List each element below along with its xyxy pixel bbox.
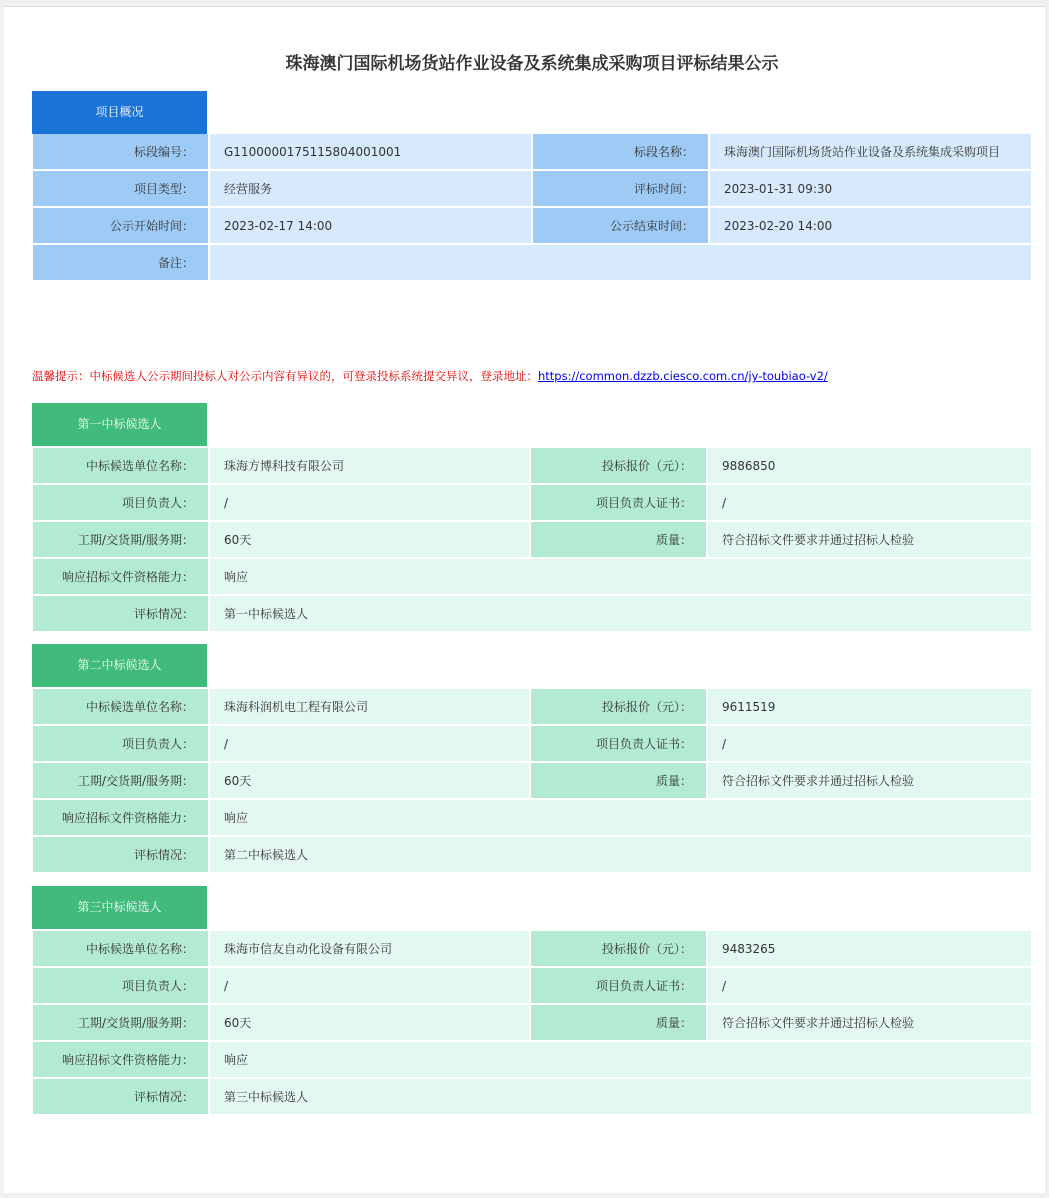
remark-value xyxy=(210,245,1031,280)
manager-value: / xyxy=(210,485,529,520)
quality-label: 质量： xyxy=(531,763,706,798)
period-value: 60天 xyxy=(210,1005,529,1040)
publicity-end-label: 公示结束时间： xyxy=(533,208,708,243)
candidate-1-heading: 第一中标候选人 xyxy=(32,403,207,446)
table-row xyxy=(33,208,1031,243)
ability-value: 响应 xyxy=(210,800,1031,835)
table-row xyxy=(33,1005,1031,1040)
cert-value: / xyxy=(708,726,1031,761)
eval-label: 评标情况： xyxy=(33,596,208,631)
eval-time-value: 2023-01-31 09:30 xyxy=(710,171,1031,206)
ability-value: 响应 xyxy=(210,1042,1031,1077)
candidate-2-heading: 第二中标候选人 xyxy=(32,644,207,687)
table-row xyxy=(33,171,1031,206)
publicity-end-value: 2023-02-20 14:00 xyxy=(710,208,1031,243)
unit-label: 中标候选单位名称： xyxy=(33,448,208,483)
table-row xyxy=(33,931,1031,966)
unit-value: 珠海方博科技有限公司 xyxy=(210,448,529,483)
price-label: 投标报价（元）： xyxy=(531,689,706,724)
eval-value: 第一中标候选人 xyxy=(210,596,1031,631)
period-value: 60天 xyxy=(210,522,529,557)
eval-value: 第三中标候选人 xyxy=(210,1079,1031,1114)
cert-value: / xyxy=(708,485,1031,520)
ability-label: 响应招标文件资格能力： xyxy=(33,800,208,835)
ability-label: 响应招标文件资格能力： xyxy=(33,1042,208,1077)
table-row xyxy=(33,245,1031,280)
quality-value: 符合招标文件要求并通过招标人检验 xyxy=(708,522,1031,557)
quality-label: 质量： xyxy=(531,522,706,557)
section-number-label: 标段编号： xyxy=(33,134,208,169)
table-row xyxy=(33,596,1031,631)
unit-label: 中标候选单位名称： xyxy=(33,931,208,966)
ability-label: 响应招标文件资格能力： xyxy=(33,559,208,594)
quality-value: 符合招标文件要求并通过招标人检验 xyxy=(708,1005,1031,1040)
table-row xyxy=(33,726,1031,761)
price-value: 9611519 xyxy=(708,689,1031,724)
eval-label: 评标情况： xyxy=(33,1079,208,1114)
unit-value: 珠海科润机电工程有限公司 xyxy=(210,689,529,724)
eval-value: 第二中标候选人 xyxy=(210,837,1031,872)
cert-label: 项目负责人证书： xyxy=(531,726,706,761)
table-row xyxy=(33,522,1031,557)
quality-label: 质量： xyxy=(531,1005,706,1040)
table-row xyxy=(33,134,1031,169)
period-value: 60天 xyxy=(210,763,529,798)
section-name-value: 珠海澳门国际机场货站作业设备及系统集成采购项目 xyxy=(710,134,1031,169)
price-label: 投标报价（元）： xyxy=(531,448,706,483)
unit-value: 珠海市信友自动化设备有限公司 xyxy=(210,931,529,966)
login-link[interactable]: https://common.dzzb.ciesco.com.cn/jy-toubiao-v2/ xyxy=(538,369,828,383)
notice-text: 温馨提示：中标候选人公示期间投标人对公示内容有异议的，可登录投标系统提交异议，登录地址： xyxy=(32,369,538,383)
project-type-label: 项目类型： xyxy=(33,171,208,206)
table-row xyxy=(33,448,1031,483)
eval-label: 评标情况： xyxy=(33,837,208,872)
candidate-3-heading: 第三中标候选人 xyxy=(32,886,207,929)
publicity-start-value: 2023-02-17 14:00 xyxy=(210,208,531,243)
section-number-value: G1100000175115804001001 xyxy=(210,134,531,169)
quality-value: 符合招标文件要求并通过招标人检验 xyxy=(708,763,1031,798)
price-value: 9886850 xyxy=(708,448,1031,483)
manager-label: 项目负责人： xyxy=(33,485,208,520)
period-label: 工期/交货期/服务期： xyxy=(33,763,208,798)
price-value: 9483265 xyxy=(708,931,1031,966)
page-title: 珠海澳门国际机场货站作业设备及系统集成采购项目评标结果公示 xyxy=(285,54,779,74)
table-row xyxy=(33,800,1031,835)
table-row xyxy=(33,485,1031,520)
manager-value: / xyxy=(210,968,529,1003)
overview-table xyxy=(31,132,1033,282)
table-row xyxy=(33,837,1031,872)
unit-label: 中标候选单位名称： xyxy=(33,689,208,724)
publicity-start-label: 公示开始时间： xyxy=(33,208,208,243)
page xyxy=(4,6,1045,1193)
candidate-2-table xyxy=(31,687,1033,874)
period-label: 工期/交货期/服务期： xyxy=(33,1005,208,1040)
table-row xyxy=(33,1079,1031,1114)
remark-label: 备注： xyxy=(33,245,208,280)
table-row xyxy=(33,1042,1031,1077)
section-name-label: 标段名称： xyxy=(533,134,708,169)
manager-value: / xyxy=(210,726,529,761)
table-row xyxy=(33,689,1031,724)
cert-label: 项目负责人证书： xyxy=(531,485,706,520)
candidate-3-table xyxy=(31,929,1033,1116)
notice-tip xyxy=(32,368,828,384)
manager-label: 项目负责人： xyxy=(33,968,208,1003)
price-label: 投标报价（元）： xyxy=(531,931,706,966)
cert-label: 项目负责人证书： xyxy=(531,968,706,1003)
ability-value: 响应 xyxy=(210,559,1031,594)
table-row xyxy=(33,559,1031,594)
table-row xyxy=(33,763,1031,798)
manager-label: 项目负责人： xyxy=(33,726,208,761)
period-label: 工期/交货期/服务期： xyxy=(33,522,208,557)
candidate-1-table xyxy=(31,446,1033,633)
project-type-value: 经营服务 xyxy=(210,171,531,206)
table-row xyxy=(33,968,1031,1003)
eval-time-label: 评标时间： xyxy=(533,171,708,206)
cert-value: / xyxy=(708,968,1031,1003)
overview-heading: 项目概况 xyxy=(32,91,207,134)
